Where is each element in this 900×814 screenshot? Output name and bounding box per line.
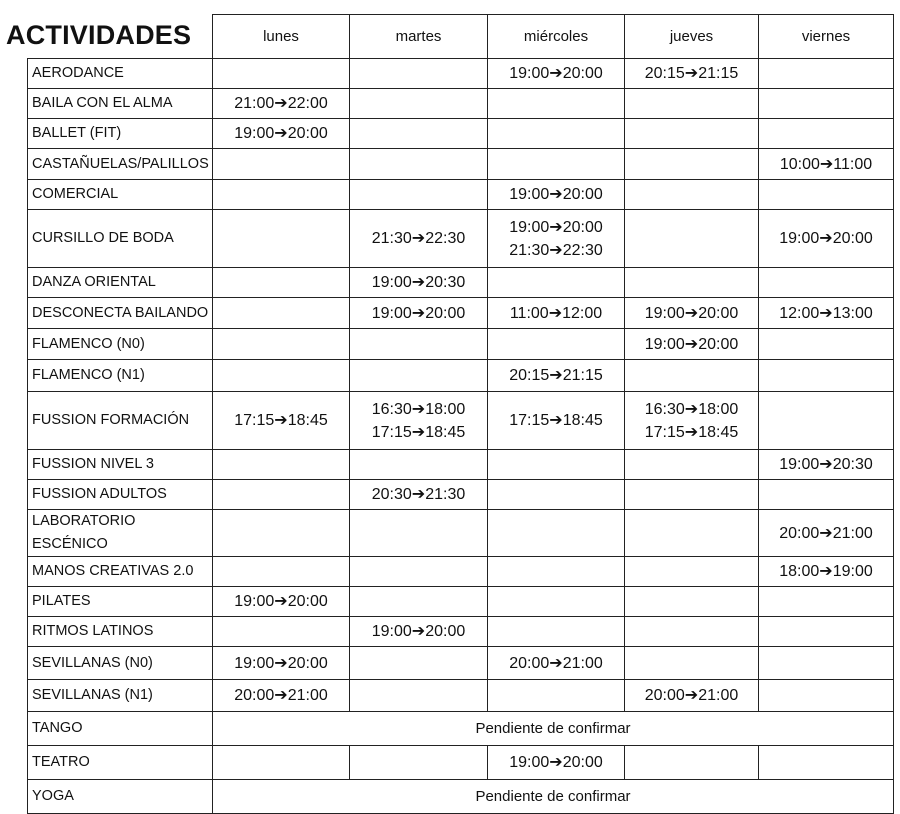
- header-corner: [28, 15, 213, 59]
- schedule-cell: [488, 510, 625, 557]
- schedule-cell: [625, 557, 759, 587]
- time-slot: 12:00➔13:00: [779, 304, 873, 322]
- schedule-cell: [759, 587, 894, 617]
- table-row: [28, 149, 894, 180]
- time-slot: 21:30➔22:30: [371, 230, 466, 247]
- schedule-cell: [350, 510, 488, 557]
- schedule-cell: [213, 298, 350, 329]
- activity-name: FUSSION FORMACIÓN: [28, 392, 213, 450]
- schedule-cell: [759, 298, 894, 329]
- time-slot: 19:00➔20:00: [234, 654, 328, 672]
- schedule-cell: [488, 119, 625, 149]
- table-row: [28, 329, 894, 360]
- schedule-cell: [759, 480, 894, 510]
- schedule-cell: [625, 59, 759, 89]
- schedule-cell: [350, 268, 488, 298]
- time-slot: 19:00➔20:00: [371, 304, 466, 322]
- page-title: ACTIVIDADES: [6, 20, 192, 50]
- table-row: [28, 680, 894, 712]
- activity-name: BAILA CON EL ALMA: [28, 89, 213, 119]
- table-row: [28, 450, 894, 480]
- schedule-cell: [488, 680, 625, 712]
- schedule-cell: [488, 557, 625, 587]
- schedule-cell: [350, 587, 488, 617]
- schedule-cell: [213, 329, 350, 360]
- schedule-cell: [759, 647, 894, 680]
- schedule-cell: [350, 450, 488, 480]
- schedule-cell: [625, 587, 759, 617]
- table-row: [28, 268, 894, 298]
- activity-name: YOGA: [28, 780, 213, 814]
- table-row: [28, 780, 894, 814]
- time-slot: 20:00➔21:00: [234, 687, 328, 704]
- day-header: martes: [350, 15, 488, 59]
- time-slot: 16:30➔18:00: [371, 400, 466, 418]
- time-slot: 19:00➔20:00: [234, 593, 328, 610]
- table-row: [28, 392, 894, 450]
- time-slot: 19:00➔20:30: [371, 274, 466, 291]
- time-slot: 17:15➔18:45: [644, 423, 739, 441]
- table-row: [28, 119, 894, 149]
- schedule-cell: [488, 59, 625, 89]
- schedule-cell: [213, 480, 350, 510]
- table-row: [28, 510, 894, 557]
- schedule-cell: [488, 746, 625, 780]
- schedule-cell: [350, 89, 488, 119]
- table-row: [28, 617, 894, 647]
- schedule-cell: [213, 360, 350, 392]
- schedule-cell: [350, 149, 488, 180]
- activity-name: SEVILLANAS (N1): [28, 680, 213, 712]
- schedule-cell: [625, 510, 759, 557]
- schedule-cell: [759, 392, 894, 450]
- schedule-cell: [488, 298, 625, 329]
- schedule-cell: [625, 329, 759, 360]
- schedule-cell: [213, 587, 350, 617]
- schedule-cell: [213, 510, 350, 557]
- activity-name: BALLET (FIT): [28, 119, 213, 149]
- time-slot: 20:30➔21:30: [371, 486, 466, 503]
- schedule-cell: [213, 617, 350, 647]
- day-header: viernes: [759, 15, 894, 59]
- schedule-cell: [213, 557, 350, 587]
- schedule-cell: [350, 119, 488, 149]
- schedule-cell: [625, 119, 759, 149]
- schedule-cell: [759, 360, 894, 392]
- activity-name: FLAMENCO (N1): [28, 360, 213, 392]
- schedule-cell: [213, 210, 350, 268]
- time-slot: 19:00➔20:00: [371, 623, 466, 640]
- activity-name: RITMOS LATINOS: [28, 617, 213, 647]
- schedule-cell: [488, 647, 625, 680]
- table-row: [28, 746, 894, 780]
- table-row: [28, 587, 894, 617]
- activity-name: COMERCIAL: [28, 180, 213, 210]
- schedule-cell: [759, 89, 894, 119]
- schedule-cell: [350, 647, 488, 680]
- schedule-cell: [625, 180, 759, 210]
- table-row: [28, 210, 894, 268]
- schedule-cell: [213, 450, 350, 480]
- time-slot: 19:00➔20:00: [779, 230, 873, 247]
- schedule-cell: [759, 510, 894, 557]
- activity-name: AERODANCE: [28, 59, 213, 89]
- time-slot: 19:00➔20:00: [509, 218, 603, 236]
- table-row: [28, 89, 894, 119]
- day-header: jueves: [625, 15, 759, 59]
- schedule-cell: [488, 210, 625, 268]
- header-row: [28, 15, 894, 59]
- schedule-cell: [625, 392, 759, 450]
- time-slot: 20:00➔21:00: [779, 524, 873, 542]
- schedule-cell: [488, 89, 625, 119]
- time-slot: 17:15➔18:45: [509, 412, 603, 429]
- time-slot: 19:00➔20:00: [509, 65, 603, 82]
- schedule-cell: [488, 392, 625, 450]
- schedule-cell: [213, 59, 350, 89]
- schedule-cell: [350, 557, 488, 587]
- schedule-cell: [350, 680, 488, 712]
- schedule-cell: [759, 617, 894, 647]
- schedule-cell: [350, 59, 488, 89]
- time-slot: 19:00➔20:00: [509, 186, 603, 203]
- schedule-cell: [350, 480, 488, 510]
- time-slot: 17:15➔18:45: [234, 412, 328, 429]
- schedule-cell: [625, 647, 759, 680]
- schedule-cell: [759, 680, 894, 712]
- pending-note: Pendiente de confirmar: [213, 780, 894, 814]
- activity-name: FLAMENCO (N0): [28, 329, 213, 360]
- schedule-cell: [625, 298, 759, 329]
- schedule-cell: [759, 149, 894, 180]
- schedule-cell: [625, 360, 759, 392]
- schedule-cell: [213, 647, 350, 680]
- activity-name: CURSILLO DE BODA: [28, 210, 213, 268]
- schedule-cell: [350, 392, 488, 450]
- time-slot: 17:15➔18:45: [371, 423, 466, 441]
- time-slot: 20:15➔21:15: [644, 65, 739, 82]
- schedule-cell: [759, 557, 894, 587]
- table-row: [28, 712, 894, 746]
- table-row: [28, 557, 894, 587]
- schedule-cell: [625, 680, 759, 712]
- activity-name: PILATES: [28, 587, 213, 617]
- schedule-cell: [759, 119, 894, 149]
- schedule-cell: [759, 180, 894, 210]
- table-row: [28, 298, 894, 329]
- schedule-cell: [625, 480, 759, 510]
- activity-name: FUSSION ADULTOS: [28, 480, 213, 510]
- table-row: [28, 360, 894, 392]
- day-header: miércoles: [488, 15, 625, 59]
- activity-name: CASTAÑUELAS/PALILLOS: [28, 149, 213, 180]
- schedule-cell: [213, 180, 350, 210]
- schedule-cell: [213, 268, 350, 298]
- schedule-cell: [625, 89, 759, 119]
- pending-note: Pendiente de confirmar: [213, 712, 894, 746]
- time-slot: 16:30➔18:00: [644, 400, 739, 418]
- time-slot: 20:15➔21:15: [509, 367, 603, 384]
- schedule-cell: [350, 298, 488, 329]
- day-header: lunes: [213, 15, 350, 59]
- schedule-cell: [213, 89, 350, 119]
- time-slot: 19:00➔20:00: [509, 754, 603, 771]
- activity-name: SEVILLANAS (N0): [28, 647, 213, 680]
- schedule-cell: [759, 210, 894, 268]
- activity-name: LABORATORIO ESCÉNICO: [28, 510, 213, 557]
- schedule-cell: [350, 617, 488, 647]
- time-slot: 21:30➔22:30: [509, 241, 603, 259]
- schedule-cell: [350, 329, 488, 360]
- schedule-table: [27, 14, 894, 814]
- schedule-cell: [213, 392, 350, 450]
- time-slot: 19:00➔20:00: [644, 304, 739, 322]
- activity-name: TANGO: [28, 712, 213, 746]
- schedule-cell: [213, 149, 350, 180]
- schedule-cell: [488, 268, 625, 298]
- schedule-cell: [213, 680, 350, 712]
- schedule-cell: [488, 450, 625, 480]
- activity-name: TEATRO: [28, 746, 213, 780]
- table-row: [28, 180, 894, 210]
- time-slot: 19:00➔20:00: [234, 125, 328, 142]
- schedule-cell: [625, 746, 759, 780]
- schedule-cell: [625, 210, 759, 268]
- schedule-cell: [759, 59, 894, 89]
- time-slot: 20:00➔21:00: [509, 654, 603, 672]
- schedule-cell: [488, 360, 625, 392]
- activity-name: DESCONECTA BAILANDO: [28, 298, 213, 329]
- schedule-cell: [350, 180, 488, 210]
- schedule-cell: [759, 329, 894, 360]
- schedule-cell: [213, 119, 350, 149]
- time-slot: 11:00➔12:00: [509, 304, 603, 322]
- schedule-cell: [625, 268, 759, 298]
- activity-name: FUSSION NIVEL 3: [28, 450, 213, 480]
- time-slot: 19:00➔20:00: [644, 335, 739, 353]
- schedule-cell: [488, 480, 625, 510]
- time-slot: 18:00➔19:00: [779, 563, 873, 580]
- time-slot: 21:00➔22:00: [234, 95, 328, 112]
- table-row: [28, 480, 894, 510]
- time-slot: 10:00➔11:00: [779, 155, 873, 173]
- time-slot: 20:00➔21:00: [644, 687, 739, 704]
- schedule-cell: [488, 587, 625, 617]
- schedule-cell: [350, 360, 488, 392]
- schedule-cell: [625, 149, 759, 180]
- schedule-cell: [759, 450, 894, 480]
- schedule-cell: [488, 149, 625, 180]
- schedule-cell: [488, 617, 625, 647]
- schedule-cell: [759, 268, 894, 298]
- activity-name: DANZA ORIENTAL: [28, 268, 213, 298]
- schedule-cell: [213, 746, 350, 780]
- table-row: [28, 647, 894, 680]
- schedule-cell: [350, 210, 488, 268]
- schedule-cell: [625, 450, 759, 480]
- table-row: [28, 59, 894, 89]
- activity-name: MANOS CREATIVAS 2.0: [28, 557, 213, 587]
- schedule-cell: [350, 746, 488, 780]
- schedule-cell: [625, 617, 759, 647]
- time-slot: 19:00➔20:30: [779, 456, 873, 473]
- schedule-cell: [488, 180, 625, 210]
- schedule-cell: [759, 746, 894, 780]
- schedule-cell: [488, 329, 625, 360]
